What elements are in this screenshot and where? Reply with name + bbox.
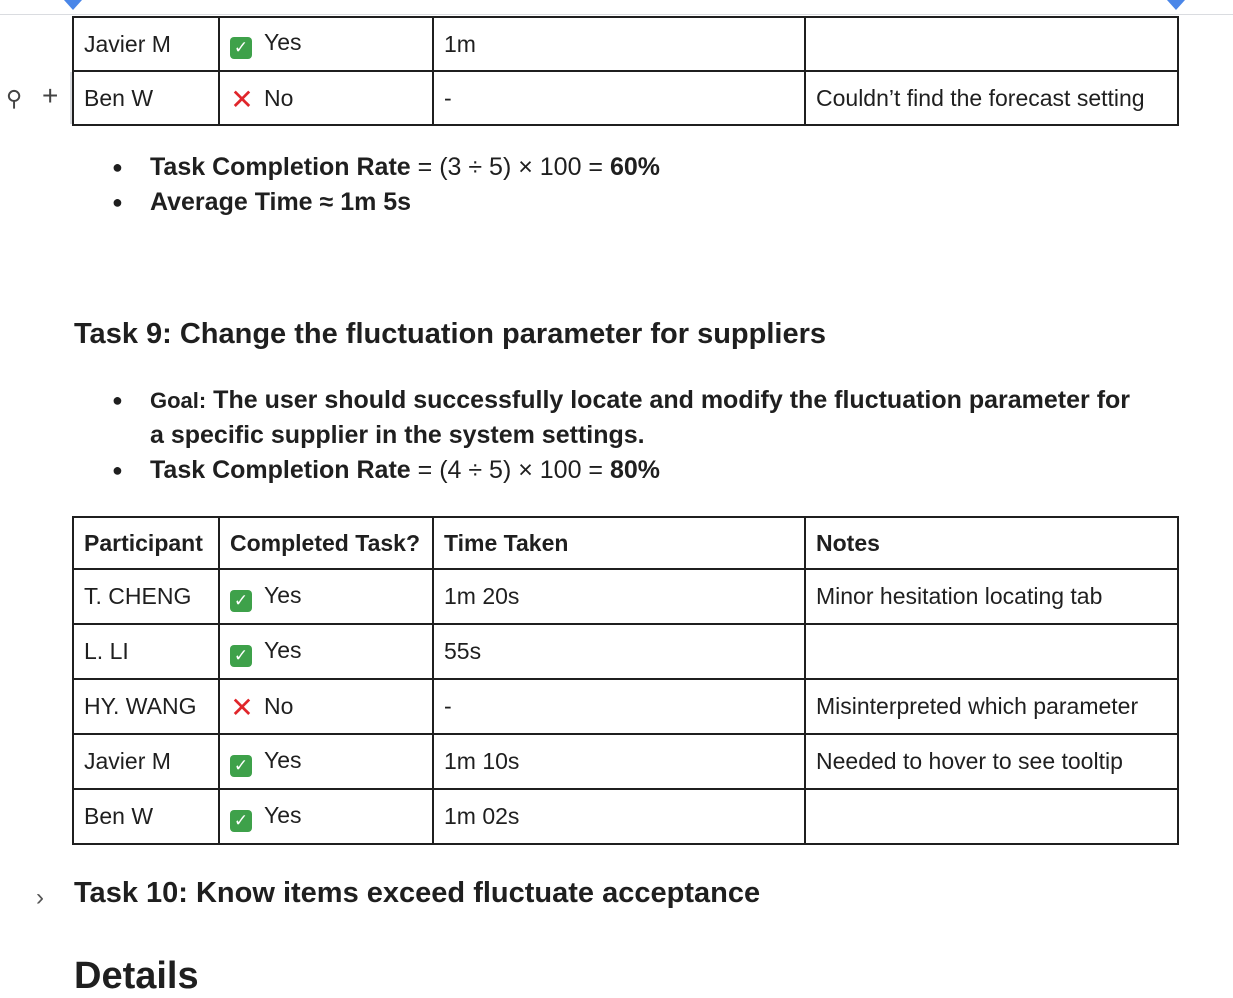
cross-icon: ✕ — [230, 692, 254, 723]
list-item[interactable]: ● Task Completion Rate = (4 ÷ 5) × 100 = 80% — [110, 453, 1150, 488]
completed-cell[interactable]: ✕ No — [219, 679, 433, 734]
table-row — [73, 734, 1178, 789]
participant-cell[interactable]: Javier M — [73, 734, 219, 789]
completed-cell[interactable]: ✓ Yes — [219, 569, 433, 624]
participant-cell[interactable]: Ben W — [73, 789, 219, 844]
cross-icon: ✕ — [230, 83, 254, 115]
check-icon: ✓ — [230, 755, 252, 777]
table-row — [73, 789, 1178, 844]
check-icon: ✓ — [230, 37, 252, 59]
task10-heading[interactable]: Task 10: Know items exceed fluctuate acceptance — [74, 877, 761, 909]
time-cell[interactable]: - — [433, 679, 805, 734]
table-row — [73, 17, 1178, 71]
header-participant[interactable]: Participant — [73, 517, 219, 569]
right-indent-marker[interactable] — [1167, 0, 1185, 10]
notes-cell[interactable]: Needed to hover to see tooltip — [805, 734, 1178, 789]
table-row — [73, 679, 1178, 734]
notes-cell[interactable]: Misinterpreted which parameter — [805, 679, 1178, 734]
task9-results-table — [72, 516, 1179, 845]
participant-cell[interactable]: Ben W — [73, 71, 219, 125]
task8-results-table — [72, 16, 1179, 126]
completed-cell[interactable]: ✓ Yes — [219, 624, 433, 679]
task9-summary-list — [110, 383, 1150, 488]
notes-cell[interactable]: Couldn’t find the forecast setting — [805, 71, 1178, 125]
participant-cell[interactable]: T. CHENG — [73, 569, 219, 624]
table-row — [73, 569, 1178, 624]
pin-row-icon[interactable]: ⚲ — [6, 86, 23, 111]
participant-cell[interactable]: Javier M — [73, 17, 219, 71]
list-item[interactable]: ● Task Completion Rate = (3 ÷ 5) × 100 = 60% — [110, 150, 1150, 185]
ruler — [0, 14, 1233, 15]
row-gutter-controls — [0, 72, 72, 124]
check-icon: ✓ — [230, 590, 252, 612]
table-row — [73, 71, 1178, 125]
left-indent-marker[interactable] — [64, 0, 82, 10]
participant-cell[interactable]: L. LI — [73, 624, 219, 679]
task8-summary-list — [110, 150, 1150, 220]
time-cell[interactable]: 1m 10s — [433, 734, 805, 789]
header-completed[interactable]: Completed Task? — [219, 517, 433, 569]
completed-cell[interactable]: ✕ No — [219, 71, 433, 125]
notes-cell[interactable] — [805, 624, 1178, 679]
time-cell[interactable]: 1m 20s — [433, 569, 805, 624]
details-heading[interactable]: Details — [74, 955, 199, 997]
table-header-row — [73, 517, 1178, 569]
completed-cell[interactable]: ✓ Yes — [219, 17, 433, 71]
time-cell[interactable]: 55s — [433, 624, 805, 679]
header-time[interactable]: Time Taken — [433, 517, 805, 569]
time-cell[interactable]: - — [433, 71, 805, 125]
completed-cell[interactable]: ✓ Yes — [219, 789, 433, 844]
table-row — [73, 624, 1178, 679]
notes-cell[interactable] — [805, 17, 1178, 71]
check-icon: ✓ — [230, 645, 252, 667]
participant-cell[interactable]: HY. WANG — [73, 679, 219, 734]
chevron-right-icon[interactable]: › — [36, 884, 44, 911]
notes-cell[interactable]: Minor hesitation locating tab — [805, 569, 1178, 624]
header-notes[interactable]: Notes — [805, 517, 1178, 569]
task9-heading[interactable]: Task 9: Change the fluctuation parameter for suppliers — [74, 318, 827, 350]
list-item[interactable]: ● Goal: The user should successfully locate and modify the fluctuation parameter for a specific supplier in the system settings. — [110, 383, 1150, 453]
list-item[interactable]: ● Average Time ≈ 1m 5s — [110, 185, 1150, 220]
time-cell[interactable]: 1m — [433, 17, 805, 71]
check-icon: ✓ — [230, 810, 252, 832]
time-cell[interactable]: 1m 02s — [433, 789, 805, 844]
add-row-icon[interactable]: + — [42, 80, 59, 111]
notes-cell[interactable] — [805, 789, 1178, 844]
completed-cell[interactable]: ✓ Yes — [219, 734, 433, 789]
